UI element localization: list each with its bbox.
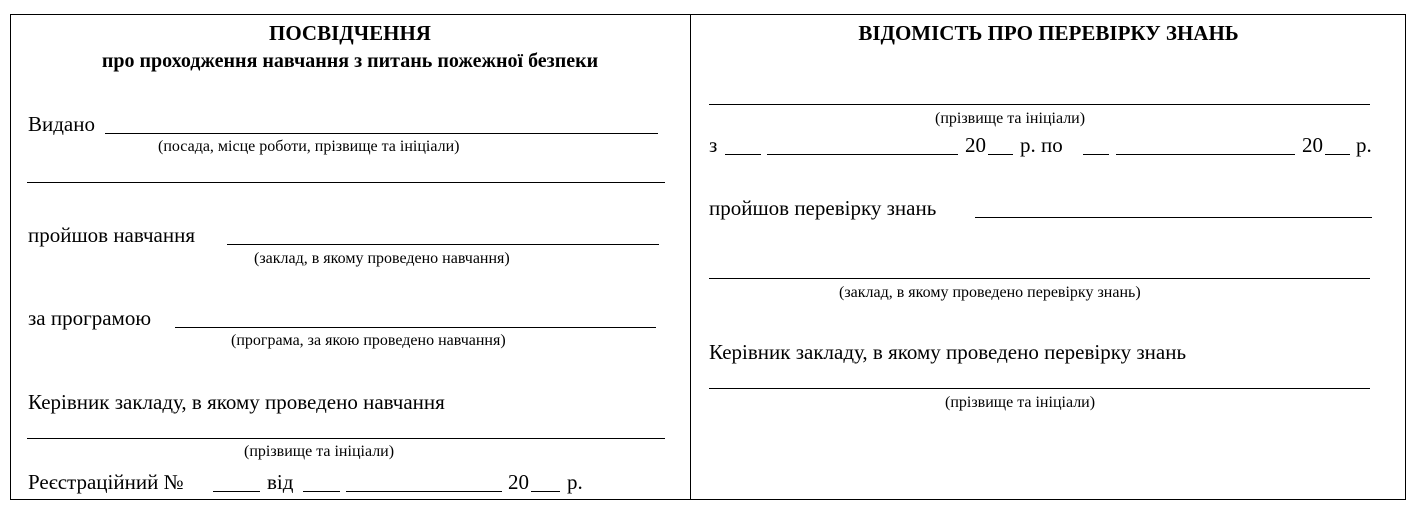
head-field-line[interactable] [27, 438, 665, 439]
record-head-field-line[interactable] [709, 388, 1370, 389]
name-caption: (прізвище та ініціали) [935, 110, 1086, 127]
head-caption: (прізвище та ініціали) [244, 443, 395, 460]
program-label: за програмою [28, 306, 152, 330]
name-field-line[interactable] [709, 104, 1370, 105]
record-title: ВІДОМІСТЬ ПРО ПЕРЕВІРКУ ЗНАНЬ [858, 21, 1239, 45]
period-to-day-line[interactable] [1083, 154, 1109, 155]
registration-year-suffix: р. [567, 470, 583, 494]
issued-field-line[interactable] [105, 133, 658, 134]
period-from-month-line[interactable] [767, 154, 958, 155]
form-border [10, 14, 1406, 500]
registration-year-line[interactable] [531, 491, 560, 492]
institution-caption: (заклад, в якому проведено перевірку знань) [839, 284, 1141, 301]
period-to-month-line[interactable] [1116, 154, 1295, 155]
period-to-year-suffix: р. [1356, 133, 1372, 157]
head-label: Керівник закладу, в якому проведено навчання [28, 390, 445, 414]
record-head-label: Керівник закладу, в якому проведено перевірку знань [709, 340, 1187, 364]
passed-label: пройшов перевірку знань [709, 196, 937, 220]
period-to-label: р. по [1020, 133, 1063, 157]
issued-field-line-2[interactable] [27, 182, 665, 183]
record-head-caption: (прізвище та ініціали) [945, 394, 1096, 411]
certificate-subtitle: про проходження навчання з питань пожежної безпеки [101, 50, 599, 72]
program-caption: (програма, за якою проведено навчання) [231, 332, 506, 349]
issued-label: Видано [28, 112, 95, 136]
certificate-title: ПОСВІДЧЕННЯ [269, 21, 431, 45]
program-field-line[interactable] [175, 327, 656, 328]
registration-year-prefix: 20 [508, 470, 529, 494]
registration-number-line[interactable] [213, 491, 260, 492]
registration-month-line[interactable] [346, 491, 502, 492]
registration-day-line[interactable] [303, 491, 340, 492]
passed-field-line[interactable] [975, 217, 1372, 218]
registration-label: Реєстраційний № [28, 470, 184, 494]
period-to-year-prefix: 20 [1302, 133, 1323, 157]
registration-from: від [267, 470, 294, 494]
period-to-year-line[interactable] [1325, 154, 1350, 155]
trained-label: пройшов навчання [28, 223, 196, 247]
period-from-year-prefix: 20 [965, 133, 986, 157]
period-from-label: з [709, 133, 718, 157]
institution-field-line[interactable] [709, 278, 1370, 279]
column-divider [690, 14, 691, 500]
issued-caption: (посада, місце роботи, прізвище та ініціали) [158, 138, 460, 155]
trained-field-line[interactable] [227, 244, 659, 245]
period-from-day-line[interactable] [725, 154, 761, 155]
trained-caption: (заклад, в якому проведено навчання) [254, 250, 510, 267]
period-from-year-line[interactable] [988, 154, 1013, 155]
